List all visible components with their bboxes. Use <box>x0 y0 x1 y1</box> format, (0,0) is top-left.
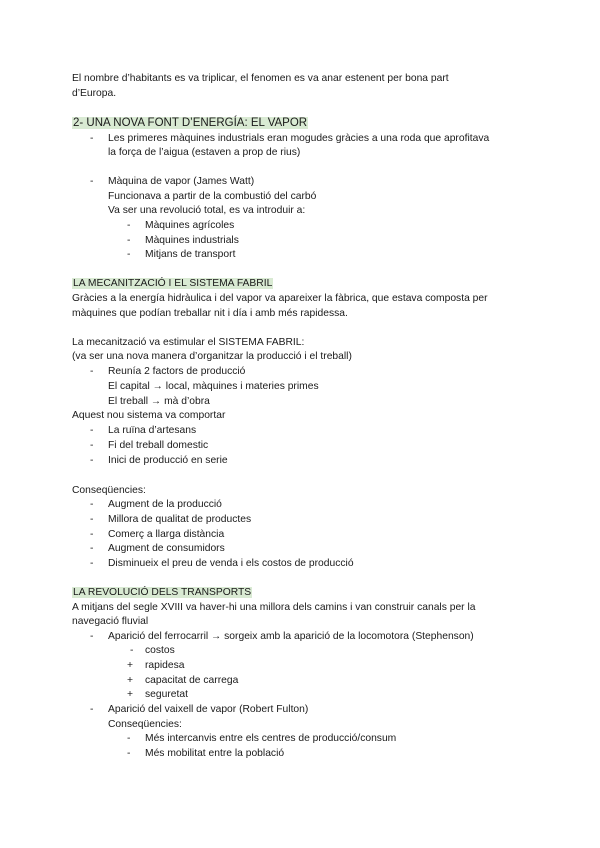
consequencies-item: Disminueix el preu de venda i els costos de producció <box>108 558 354 569</box>
section-heading-vapor <box>72 116 308 130</box>
consequencies-item: Augment de consumidors <box>108 543 225 554</box>
bullet-dash: - <box>127 733 131 744</box>
vaixell-item: Més intercanvis entre els centres de producció/consum <box>145 733 397 744</box>
vapor-item-2-line-2: Funcionava a partir de la combustió del carbó <box>108 191 317 202</box>
fabril-capital: El capital → local, màquines i materies primes <box>108 381 319 392</box>
bullet-dash: - <box>127 249 131 260</box>
vapor-item-1-line-2: la força de l’aigua (estaven a prop de rius) <box>108 147 301 158</box>
ferro-item: capacitat de carrega <box>145 675 239 686</box>
vapor-item-2-line-3: Va ser una revolució total, es va introduir a: <box>108 205 306 216</box>
ferrocarril-line: Aparició del ferrocarril → sorgeix amb la aparició de la locomotora (Stephenson) <box>108 631 474 642</box>
intro-line-1: El nombre d’habitants es va triplicar, el fenomen es va anar estenent per bona part <box>72 73 449 84</box>
bullet-dash: - <box>90 543 94 554</box>
fabril-para-1-line-1: Gràcies a la energía hidràulica i del vapor va apareixer la fàbrica, que estava composta per <box>72 293 488 304</box>
fabril-para-2-line-2: (va ser una nova manera d’organitzar la producció i el treball) <box>72 351 352 362</box>
consequencies-label: Conseqüencies: <box>72 485 146 496</box>
bullet-dash: - <box>90 440 94 451</box>
bullet-dash: - <box>127 748 131 759</box>
plus-marker: + <box>127 675 134 686</box>
ferro-item: seguretat <box>145 689 188 700</box>
heading-highlight: LA REVOLUCIÓ DELS TRANSPORTS <box>73 587 252 598</box>
transports-para-line-2: navegació fluvial <box>72 616 149 627</box>
comportar-item: Fi del treball domestic <box>108 440 209 451</box>
vaixell-consequencies-label: Conseqüencies: <box>108 719 182 730</box>
section-heading-transports <box>72 586 252 600</box>
consequencies-item: Comerç a llarga distància <box>108 529 225 540</box>
heading-highlight: 2- UNA NOVA FONT D’ENERGÍA: EL VAPOR <box>73 117 308 129</box>
fabril-treball: El treball → mà d’obra <box>108 396 210 407</box>
vaixell-line: Aparició del vaixell de vapor (Robert Fulton) <box>108 704 309 715</box>
vapor-item-1-line-1: Les primeres màquines industrials eran mogudes gràcies a una roda que aprofitava <box>108 133 490 144</box>
bullet-dash: - <box>90 176 94 187</box>
plus-marker: + <box>127 689 134 700</box>
ferro-item: rapidesa <box>145 660 185 671</box>
section-heading-fabril <box>72 277 273 291</box>
consequencies-item: Millora de qualitat de productes <box>108 514 252 525</box>
vapor-sub-item: Màquines agrícoles <box>145 220 235 231</box>
vapor-sub-item: Màquines industrials <box>145 235 239 246</box>
vapor-sub-item: Mitjans de transport <box>145 249 236 260</box>
fabril-para-2-line-1: La mecanització va estimular el SISTEMA FABRIL: <box>72 337 305 348</box>
fabril-para-1-line-2: màquines que podían treballar nit i día i amb més rapidessa. <box>72 308 348 319</box>
consequencies-item: Augment de la producció <box>108 499 222 510</box>
heading-highlight: LA MECANITZACIÓ I EL SISTEMA FABRIL <box>73 278 273 289</box>
bullet-dash: - <box>127 235 131 246</box>
comportar-item: La ruïna d’artesans <box>108 425 197 436</box>
vaixell-item: Més mobilitat entre la població <box>145 748 285 759</box>
fabril-comportar: Aquest nou sistema va comportar <box>72 410 226 421</box>
minus-marker: - <box>130 645 134 656</box>
bullet-dash: - <box>90 558 94 569</box>
bullet-dash: - <box>90 514 94 525</box>
fabril-reunia: Reunía 2 factors de producció <box>108 366 246 377</box>
comportar-item: Inici de producció en serie <box>108 455 228 466</box>
bullet-dash: - <box>90 425 94 436</box>
bullet-dash: - <box>90 529 94 540</box>
transports-para-line-1: A mitjans del segle XVIII va haver-hi una millora dels camins i van construir canals per la <box>72 602 476 613</box>
bullet-dash: - <box>90 366 94 377</box>
bullet-dash: - <box>90 455 94 466</box>
bullet-dash: - <box>90 704 94 715</box>
ferro-item: costos <box>145 645 175 656</box>
plus-marker: + <box>127 660 134 671</box>
bullet-dash: - <box>90 499 94 510</box>
bullet-dash: - <box>90 133 94 144</box>
vapor-item-2-line-1: Màquina de vapor (James Watt) <box>108 176 255 187</box>
bullet-dash: - <box>90 631 94 642</box>
bullet-dash: - <box>127 220 131 231</box>
intro-line-2: d’Europa. <box>72 88 117 99</box>
